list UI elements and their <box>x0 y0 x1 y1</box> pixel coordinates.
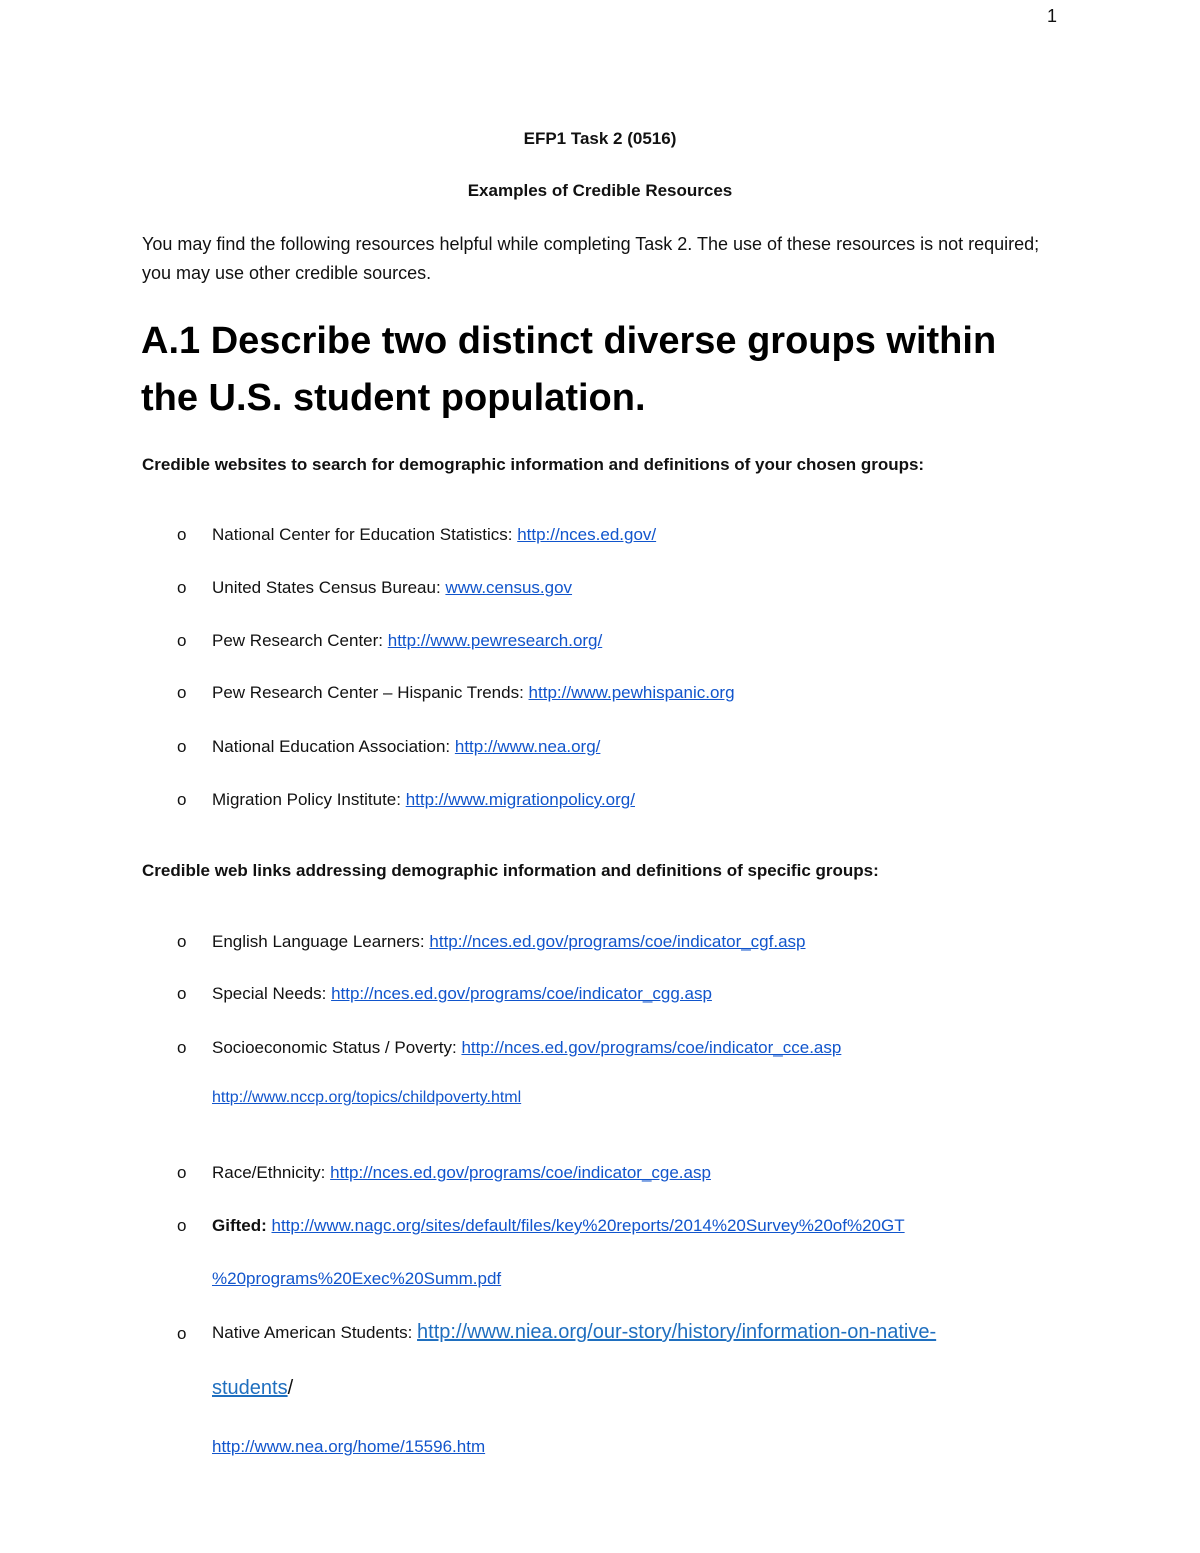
resource-label: Migration Policy Institute: <box>212 790 406 809</box>
list-bullet: o <box>177 683 187 702</box>
list-item <box>212 737 600 757</box>
list-item-continuation <box>212 1087 521 1107</box>
resource-link[interactable]: www.census.gov <box>445 578 573 597</box>
resource-label: Pew Research Center: <box>212 631 388 650</box>
websites-section-label: Credible websites to search for demographic information and definitions of your chosen groups: <box>142 455 925 474</box>
list-item <box>212 631 602 651</box>
list-bullet: o <box>177 932 187 951</box>
group-link-secondary[interactable]: http://www.nea.org/home/15596.htm <box>212 1437 486 1456</box>
list-bullet: o <box>177 1163 187 1182</box>
section-heading-line-1: A.1 Describe two distinct diverse groups within <box>141 320 997 362</box>
resource-label: National Center for Education Statistics: <box>212 525 518 544</box>
resource-link[interactable]: http://www.nea.org/ <box>454 737 601 756</box>
list-bullet: o <box>177 1038 187 1057</box>
list-bullet: o <box>177 631 187 650</box>
group-label: Race/Ethnicity: <box>212 1163 331 1182</box>
group-label: English Language Learners: <box>212 932 430 951</box>
group-link[interactable]: http://nces.ed.gov/programs/coe/indicator_cgg.asp <box>331 984 712 1003</box>
resource-link[interactable]: http://nces.ed.gov/ <box>517 525 657 544</box>
group-link[interactable]: http://nces.ed.gov/programs/coe/indicator_cge.asp <box>330 1163 711 1182</box>
group-label: Socioeconomic Status / Poverty: <box>212 1038 462 1057</box>
group-link[interactable]: http://www.nagc.org/sites/default/files/key%20reports/2014%20Survey%20of%20GT <box>271 1216 905 1235</box>
list-item <box>212 525 656 545</box>
resource-label: United States Census Bureau: <box>212 578 446 597</box>
resource-link[interactable]: http://www.pewhispanic.org <box>528 683 735 702</box>
list-bullet: o <box>177 1216 187 1235</box>
list-item <box>212 1216 905 1236</box>
group-link[interactable]: http://www.niea.org/our-story/history/information-on-native- <box>417 1321 937 1343</box>
list-bullet: o <box>177 525 187 544</box>
group-link[interactable]: http://nces.ed.gov/programs/coe/indicator_cce.asp <box>461 1038 842 1057</box>
group-link-secondary[interactable]: http://www.nccp.org/topics/childpoverty.html <box>212 1089 522 1106</box>
group-label: Gifted: <box>212 1216 272 1235</box>
section-heading-line-2: the U.S. student population. <box>141 377 646 419</box>
list-item <box>212 932 806 952</box>
list-item-continuation <box>212 1269 501 1289</box>
link-suffix: / <box>287 1377 294 1399</box>
group-link-wrap[interactable]: %20programs%20Exec%20Summ.pdf <box>212 1269 502 1288</box>
group-label: Native American Students: <box>212 1323 418 1342</box>
list-item <box>212 1163 711 1183</box>
list-bullet: o <box>177 737 187 756</box>
list-item <box>212 790 635 810</box>
intro-paragraph: You may find the following resources helpful while completing Task 2. The use of these resources is not required; you may use other credible sources. <box>142 234 1040 283</box>
resource-label: National Education Association: <box>212 737 455 756</box>
links-section-label: Credible web links addressing demographic information and definitions of specific groups: <box>142 861 879 880</box>
resource-link[interactable]: http://www.pewresearch.org/ <box>387 631 603 650</box>
group-link-wrap[interactable]: students <box>212 1377 288 1399</box>
list-bullet: o <box>177 1324 187 1343</box>
list-item-continuation <box>212 1377 293 1400</box>
list-bullet: o <box>177 790 187 809</box>
list-item <box>212 984 712 1004</box>
group-link[interactable]: http://nces.ed.gov/programs/coe/indicator_cgf.asp <box>429 932 806 951</box>
group-label: Special Needs: <box>212 984 332 1003</box>
list-item <box>212 683 735 703</box>
list-item <box>212 1321 936 1344</box>
list-bullet: o <box>177 984 187 1003</box>
list-item-continuation <box>212 1437 485 1457</box>
list-bullet: o <box>177 578 187 597</box>
document-title: EFP1 Task 2 (0516) <box>523 129 677 148</box>
page-number: 1 <box>1046 6 1057 26</box>
list-item <box>212 1038 841 1058</box>
resource-label: Pew Research Center – Hispanic Trends: <box>212 683 529 702</box>
resource-link[interactable]: http://www.migrationpolicy.org/ <box>405 790 635 809</box>
document-subtitle: Examples of Credible Resources <box>467 181 733 200</box>
list-item <box>212 578 572 598</box>
